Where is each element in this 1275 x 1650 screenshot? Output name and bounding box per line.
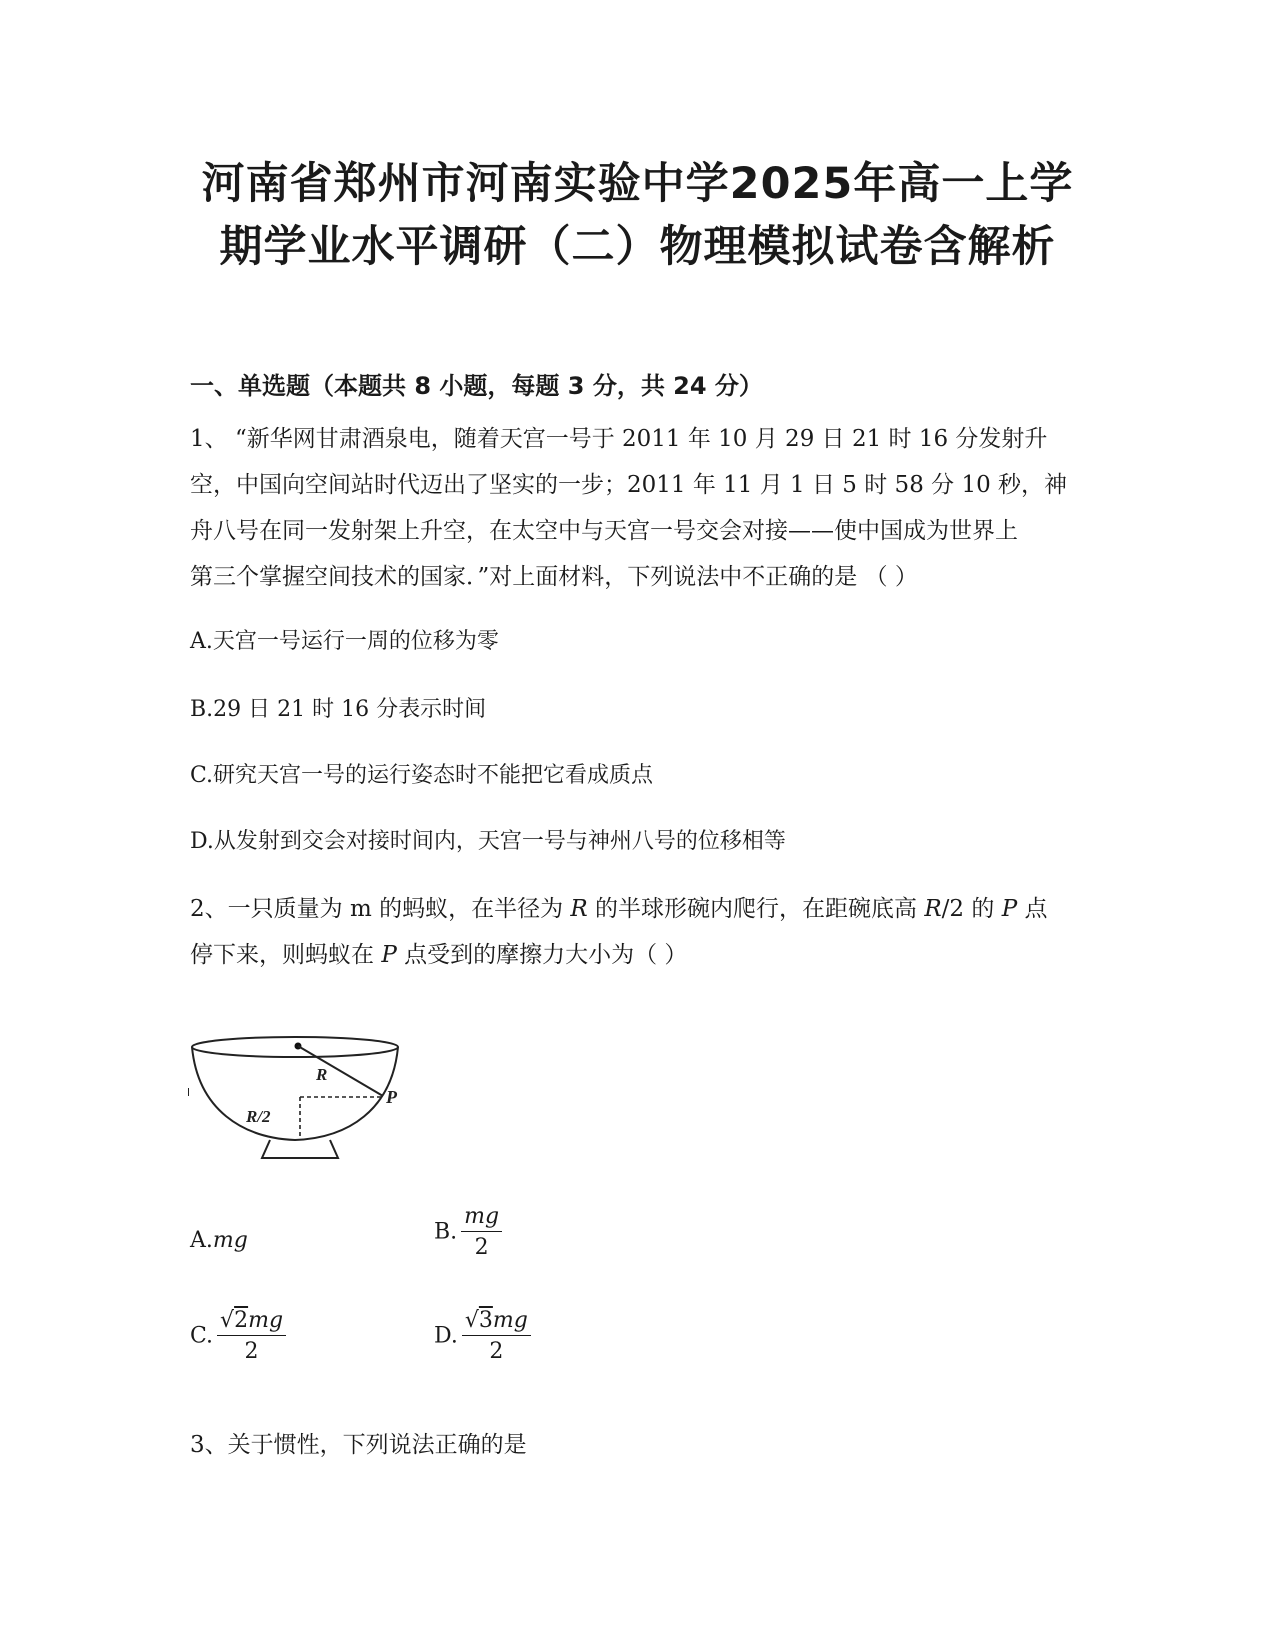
sqrt-icon: √ xyxy=(220,1308,235,1333)
q1-text-line-2: 空，中国向空间站时代迈出了坚实的一步；2011 年 11 月 1 日 5 时 58 分 10 秒，神 xyxy=(190,472,1068,498)
radicand: 2 xyxy=(234,1308,249,1333)
q2-option-b-fraction xyxy=(461,1204,502,1260)
q2-option-a-expr: mg xyxy=(212,1228,248,1253)
point-p-label: P xyxy=(386,1087,397,1107)
q2-text-line-1 xyxy=(190,890,1047,923)
q2-option-c xyxy=(190,1308,286,1364)
document-title-line-2: 期学业水平调研（二）物理模拟试卷含解析 xyxy=(219,222,1056,272)
bowl-body xyxy=(192,1047,398,1140)
q2-point-symbol: P xyxy=(381,942,397,968)
hemispherical-bowl-figure xyxy=(188,1030,413,1165)
q2-option-b-label: B. xyxy=(434,1219,458,1245)
q2-option-d-fraction xyxy=(462,1308,531,1364)
q2-text-line-2 xyxy=(190,936,687,969)
q2-option-c-label: C. xyxy=(190,1323,214,1349)
bowl-foot xyxy=(262,1140,338,1158)
q2-radius-symbol: R xyxy=(570,896,588,922)
document-title-line-1: 河南省郑州市河南实验中学2025年高一上学 xyxy=(201,159,1074,209)
q1-option-a: A.天宫一号运行一周的位移为零 xyxy=(190,629,499,654)
radicand: 3 xyxy=(478,1308,493,1333)
fraction-denominator: 2 xyxy=(244,1339,259,1364)
q2-text-segment: 停下来，则蚂蚁在 xyxy=(190,942,382,968)
half-radius-label: R/2 xyxy=(246,1107,271,1126)
fraction-numerator xyxy=(462,1308,531,1336)
q2-option-d-label: D. xyxy=(434,1323,458,1349)
q2-radius-symbol: R xyxy=(924,896,942,922)
fraction-denominator: 2 xyxy=(489,1339,504,1364)
numerator-tail: mg xyxy=(248,1308,284,1333)
radius-label: R xyxy=(316,1065,328,1084)
q3-text-line-1: 3、关于惯性，下列说法正确的是 xyxy=(190,1432,527,1458)
q2-option-a-label: A. xyxy=(190,1228,213,1253)
numerator-tail: mg xyxy=(492,1308,528,1333)
fraction-numerator: mg xyxy=(461,1204,502,1232)
fraction-numerator xyxy=(217,1308,286,1336)
q2-point-symbol: P xyxy=(1001,896,1018,922)
q1-text-line-4: 第三个掌握空间技术的国家．”对上面材料，下列说法中不正确的是 （ ） xyxy=(190,564,918,590)
q2-text-segment: 点受到的摩擦力大小为（ ） xyxy=(396,942,688,968)
q1-text-line-1: 1、 “新华网甘肃酒泉电，随着天宫一号于 2011 年 10 月 29 日 21 时 16 分发射升 xyxy=(190,426,1048,452)
q2-text-segment: /2 的 xyxy=(941,896,1002,922)
q2-text-segment: 2、一只质量为 m 的蚂蚁，在半径为 xyxy=(190,896,571,922)
q1-option-b: B.29 日 21 时 16 分表示时间 xyxy=(190,697,487,722)
section-heading-single-choice: 一、单选题（本题共 8 小题，每题 3 分，共 24 分） xyxy=(190,372,763,400)
q1-text-line-3: 舟八号在同一发射架上升空，在太空中与天宫一号交会对接——使中国成为世界上 xyxy=(190,518,1018,544)
q2-text-segment: 点 xyxy=(1017,896,1048,922)
q1-option-c: C.研究天宫一号的运行姿态时不能把它看成质点 xyxy=(190,763,654,788)
q2-option-c-fraction xyxy=(217,1308,286,1364)
q2-option-d xyxy=(434,1308,531,1364)
sqrt-icon: √ xyxy=(464,1308,479,1333)
q2-text-segment: 的半球形碗内爬行，在距碗底高 xyxy=(587,896,925,922)
q2-option-b xyxy=(434,1204,502,1260)
fraction-denominator: 2 xyxy=(474,1235,489,1260)
q2-option-a xyxy=(190,1228,248,1253)
q1-option-d: D.从发射到交会对接时间内，天宫一号与神州八号的位移相等 xyxy=(190,829,786,854)
